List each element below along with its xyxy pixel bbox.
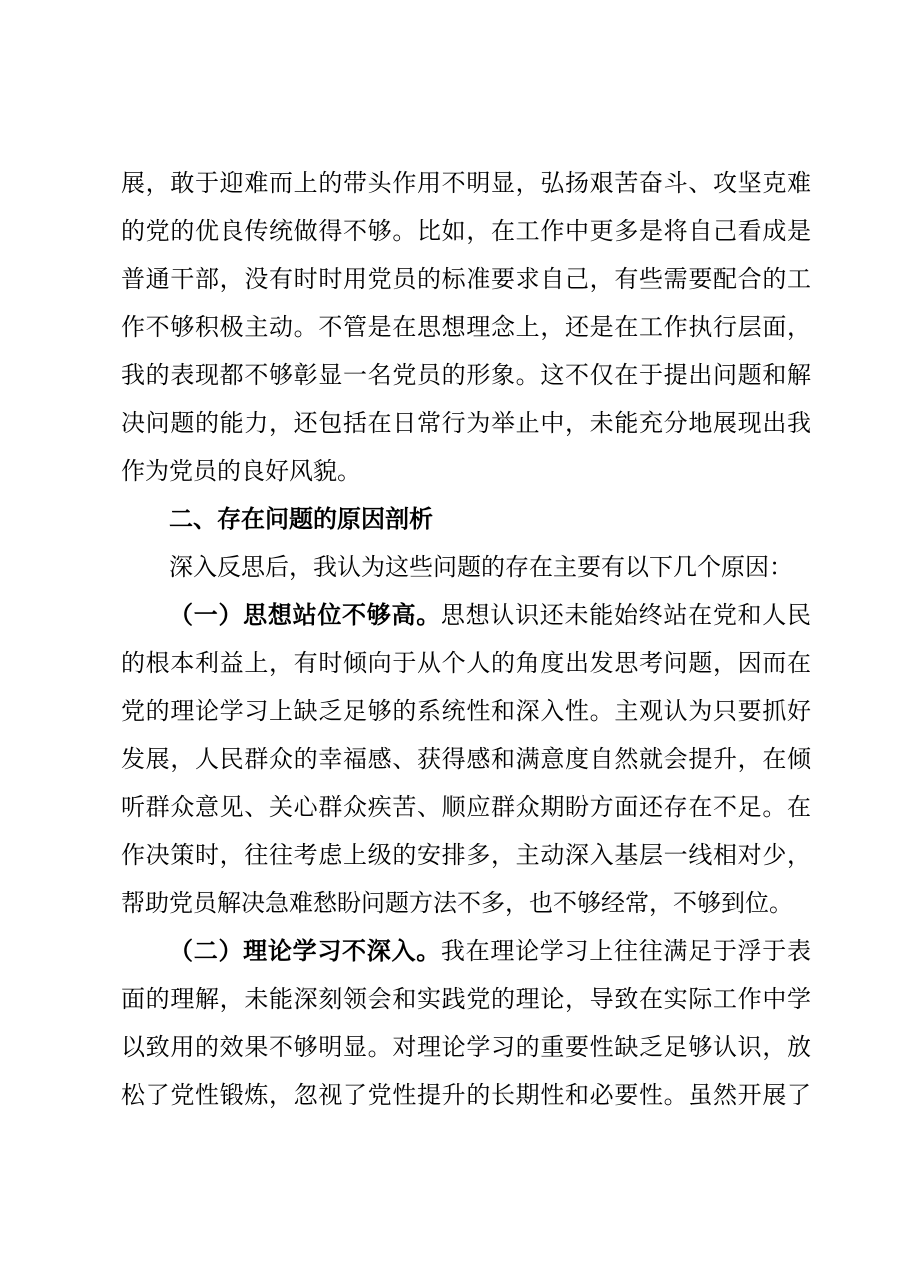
reason-text: 思想认识还未能始终站在党和人民 [440, 601, 811, 629]
reason-lead: （二）理论学习不深入。 [169, 937, 441, 965]
text-line [121, 591, 811, 639]
reason-paragraph-2 [121, 927, 811, 1119]
text-line: 面的理解，未能深刻领会和实践党的理论，导致在实际工作中学 [121, 985, 811, 1013]
text-line: 作为党员的良好风貌。 [121, 457, 361, 485]
text-line: 听群众意见、关心群众疾苦、顺应群众期盼方面还存在不足。在 [121, 793, 811, 821]
text-line [121, 927, 811, 975]
reason-lead: （一）思想站位不够高。 [169, 601, 441, 629]
text-line: 松了党性锻炼，忽视了党性提升的长期性和必要性。虽然开展了 [121, 1081, 811, 1109]
text-line: 决问题的能力，还包括在日常行为举止中，未能充分地展现出我 [121, 409, 811, 437]
text-line: 我的表现都不够彰显一名党员的形象。这不仅在于提出问题和解 [121, 361, 811, 389]
text-line: 作不够积极主动。不管是在思想理念上，还是在工作执行层面， [121, 313, 811, 341]
section-heading: 二、存在问题的原因剖析 [169, 505, 433, 533]
intro-line: 深入反思后，我认为这些问题的存在主要有以下几个原因： [169, 553, 793, 581]
text-line: 普通干部，没有时时用党员的标准要求自己，有些需要配合的工 [121, 265, 811, 293]
reason-paragraph-1 [121, 591, 811, 927]
reason-text: 我在理论学习上往往满足于浮于表 [440, 937, 811, 965]
text-line: 展，敢于迎难而上的带头作用不明显，弘扬艰苦奋斗、攻坚克难 [121, 169, 811, 197]
text-line: 发展，人民群众的幸福感、获得感和满意度自然就会提升，在倾 [121, 745, 811, 773]
paragraph-continuation [121, 159, 811, 495]
text-line: 党的理论学习上缺乏足够的系统性和深入性。主观认为只要抓好 [121, 697, 811, 725]
text-line: 以致用的效果不够明显。对理论学习的重要性缺乏足够认识，放 [121, 1033, 811, 1061]
text-line: 的党的优良传统做得不够。比如，在工作中更多是将自己看成是 [121, 217, 811, 245]
document-body [121, 159, 811, 1119]
text-line: 帮助党员解决急难愁盼问题方法不多，也不够经常，不够到位。 [121, 889, 793, 917]
text-line: 的根本利益上，有时倾向于从个人的角度出发思考问题，因而在 [121, 649, 811, 677]
text-line: 作决策时，往往考虑上级的安排多，主动深入基层一线相对少， [121, 841, 811, 869]
